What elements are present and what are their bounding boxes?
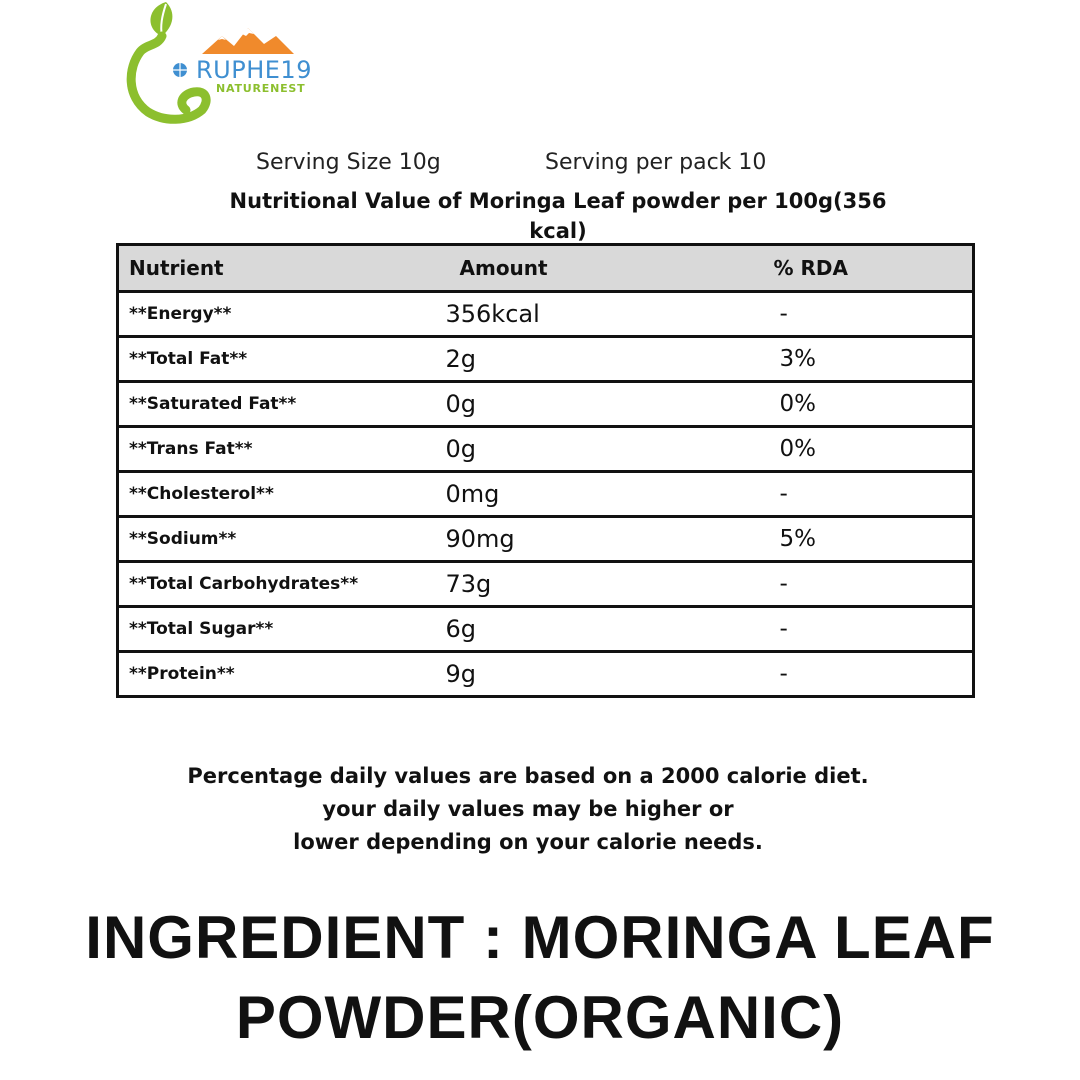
nutrient-name: **Total Fat** (118, 337, 418, 382)
nutrient-amount: 73g (418, 562, 688, 607)
table-row (118, 292, 974, 337)
table-row (118, 472, 974, 517)
table-row (118, 427, 974, 472)
header-amount: Amount (418, 245, 688, 292)
nutrient-name: **Total Sugar** (118, 607, 418, 652)
nutrient-amount: 2g (418, 337, 688, 382)
nutrient-amount: 6g (418, 607, 688, 652)
nutrient-name: **Saturated Fat** (118, 382, 418, 427)
nutrient-rda: - (688, 652, 974, 697)
nutrient-amount: 90mg (418, 517, 688, 562)
table-row (118, 652, 974, 697)
note-line-1: Percentage daily values are based on a 2000 calorie diet. (187, 764, 869, 788)
header-nutrient: Nutrient (118, 245, 418, 292)
nutrient-name: **Energy** (118, 292, 418, 337)
daily-value-note (140, 760, 916, 859)
brand-logo (118, 0, 338, 128)
table-row (118, 382, 974, 427)
table-title: Nutritional Value of Moringa Leaf powder per 100g(356 kcal) (229, 189, 887, 243)
note-line-2: your daily values may be higher or (322, 797, 734, 821)
brand-tagline: NATURENEST (216, 82, 306, 95)
note-line-3: lower depending on your calorie needs. (293, 830, 763, 854)
nutrient-rda: - (688, 562, 974, 607)
nutrient-rda: 3% (688, 337, 974, 382)
table-header-row (118, 245, 974, 292)
table-row (118, 607, 974, 652)
nutrient-name: **Cholesterol** (118, 472, 418, 517)
nutrient-amount: 9g (418, 652, 688, 697)
nutrient-amount: 0g (418, 427, 688, 472)
header-rda: % RDA (688, 245, 974, 292)
nutrient-rda: - (688, 292, 974, 337)
nutrient-rda: 5% (688, 517, 974, 562)
nutrient-name: **Trans Fat** (118, 427, 418, 472)
table-row (118, 337, 974, 382)
ingredient-statement (40, 898, 1040, 1058)
nutrient-rda: 0% (688, 427, 974, 472)
nutrition-table (116, 243, 975, 698)
nutrient-amount: 0mg (418, 472, 688, 517)
nutrient-rda: - (688, 607, 974, 652)
nutrient-amount: 0g (418, 382, 688, 427)
nutrient-rda: - (688, 472, 974, 517)
brand-name: RUPHE19 (196, 56, 312, 84)
nutrient-name: **Total Carbohydrates** (118, 562, 418, 607)
nutrient-name: **Sodium** (118, 517, 418, 562)
table-row (118, 562, 974, 607)
table-row (118, 517, 974, 562)
servings-per-pack: Serving per pack 10 (545, 150, 767, 175)
nutrient-rda: 0% (688, 382, 974, 427)
serving-size: Serving Size 10g (256, 150, 441, 175)
nutrient-amount: 356kcal (418, 292, 688, 337)
ingredient-line-2: POWDER(ORGANIC) (235, 984, 845, 1051)
nutrient-name: **Protein** (118, 652, 418, 697)
ingredient-line-1: INGREDIENT : MORINGA LEAF (85, 904, 995, 971)
